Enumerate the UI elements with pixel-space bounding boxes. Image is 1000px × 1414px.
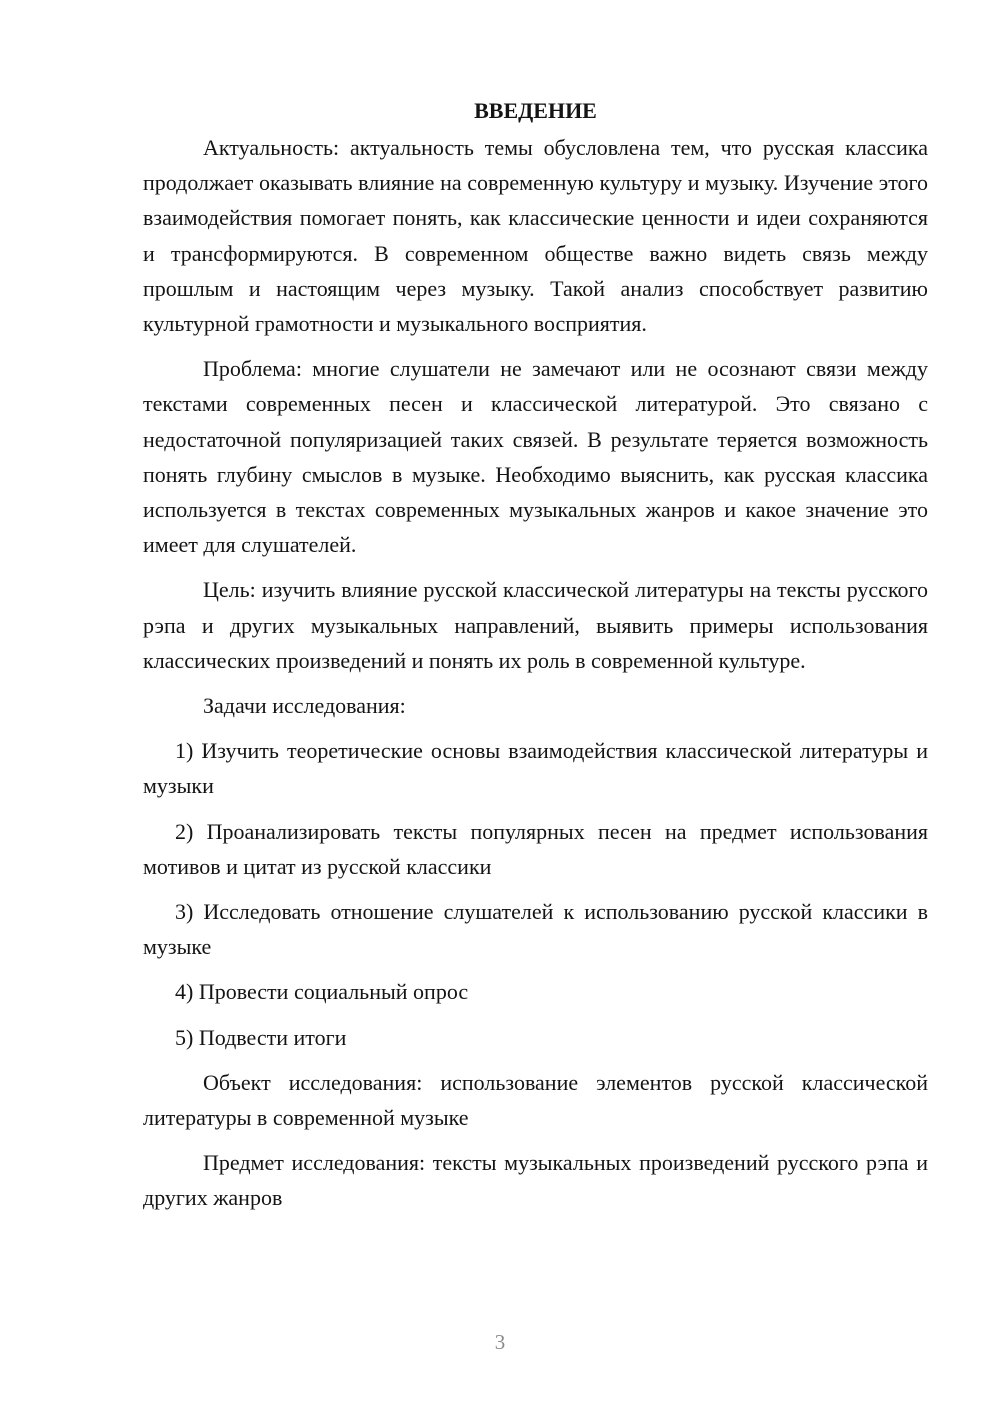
task-item-1: 1) Изучить теоретические основы взаимодействия классической литературы и музыки	[143, 738, 928, 799]
problem-paragraph: Проблема: многие слушатели не замечают или не осознают связи между текстами современных песен и классической литературой. Это связано с недостаточной популяризацией таких связей. В результате теряется возможность понять глубину смыслов в музыке. Необходимо выяснить, как русская классика используется в текстах современных музыкальных жанров и какое значение это имеет для слушателей.	[143, 356, 928, 558]
document-page	[143, 93, 928, 1226]
subject-paragraph: Предмет исследования: тексты музыкальных произведений русского рэпа и других жанров	[143, 1150, 928, 1211]
object-paragraph: Объект исследования: использование элементов русской классической литературы в современной музыке	[143, 1069, 928, 1131]
tasks-title: Задачи исследования:	[203, 693, 406, 719]
task-item-3: 3) Исследовать отношение слушателей к использованию русской классики в музыке	[143, 899, 928, 960]
task-item-4: 4) Провести социальный опрос	[175, 979, 469, 1005]
page-number: 3	[494, 1330, 506, 1354]
goal-paragraph: Цель: изучить влияние русской классической литературы на тексты русского рэпа и других музыкальных направлений, выявить примеры использования классических произведений и понять их роль в современной культуре.	[143, 577, 928, 673]
task-item-2: 2) Проанализировать тексты популярных песен на предмет использования мотивов и цитат из русской классики	[143, 818, 928, 879]
page-heading: ВВЕДЕНИЕ	[474, 98, 597, 123]
task-item-5: 5) Подвести итоги	[175, 1024, 347, 1050]
relevance-paragraph: Актуальность: актуальность темы обусловлена тем, что русская классика продолжает оказывать влияние на современную культуру и музыку. Изучение этого взаимодействия помогает понять, как классические ценности и идеи сохраняются и трансформируются. В современном обществе важно видеть связь между прошлым и настоящим через музыку. Такой анализ способствует развитию культурной грамотности и музыкального восприятия.	[143, 135, 928, 337]
